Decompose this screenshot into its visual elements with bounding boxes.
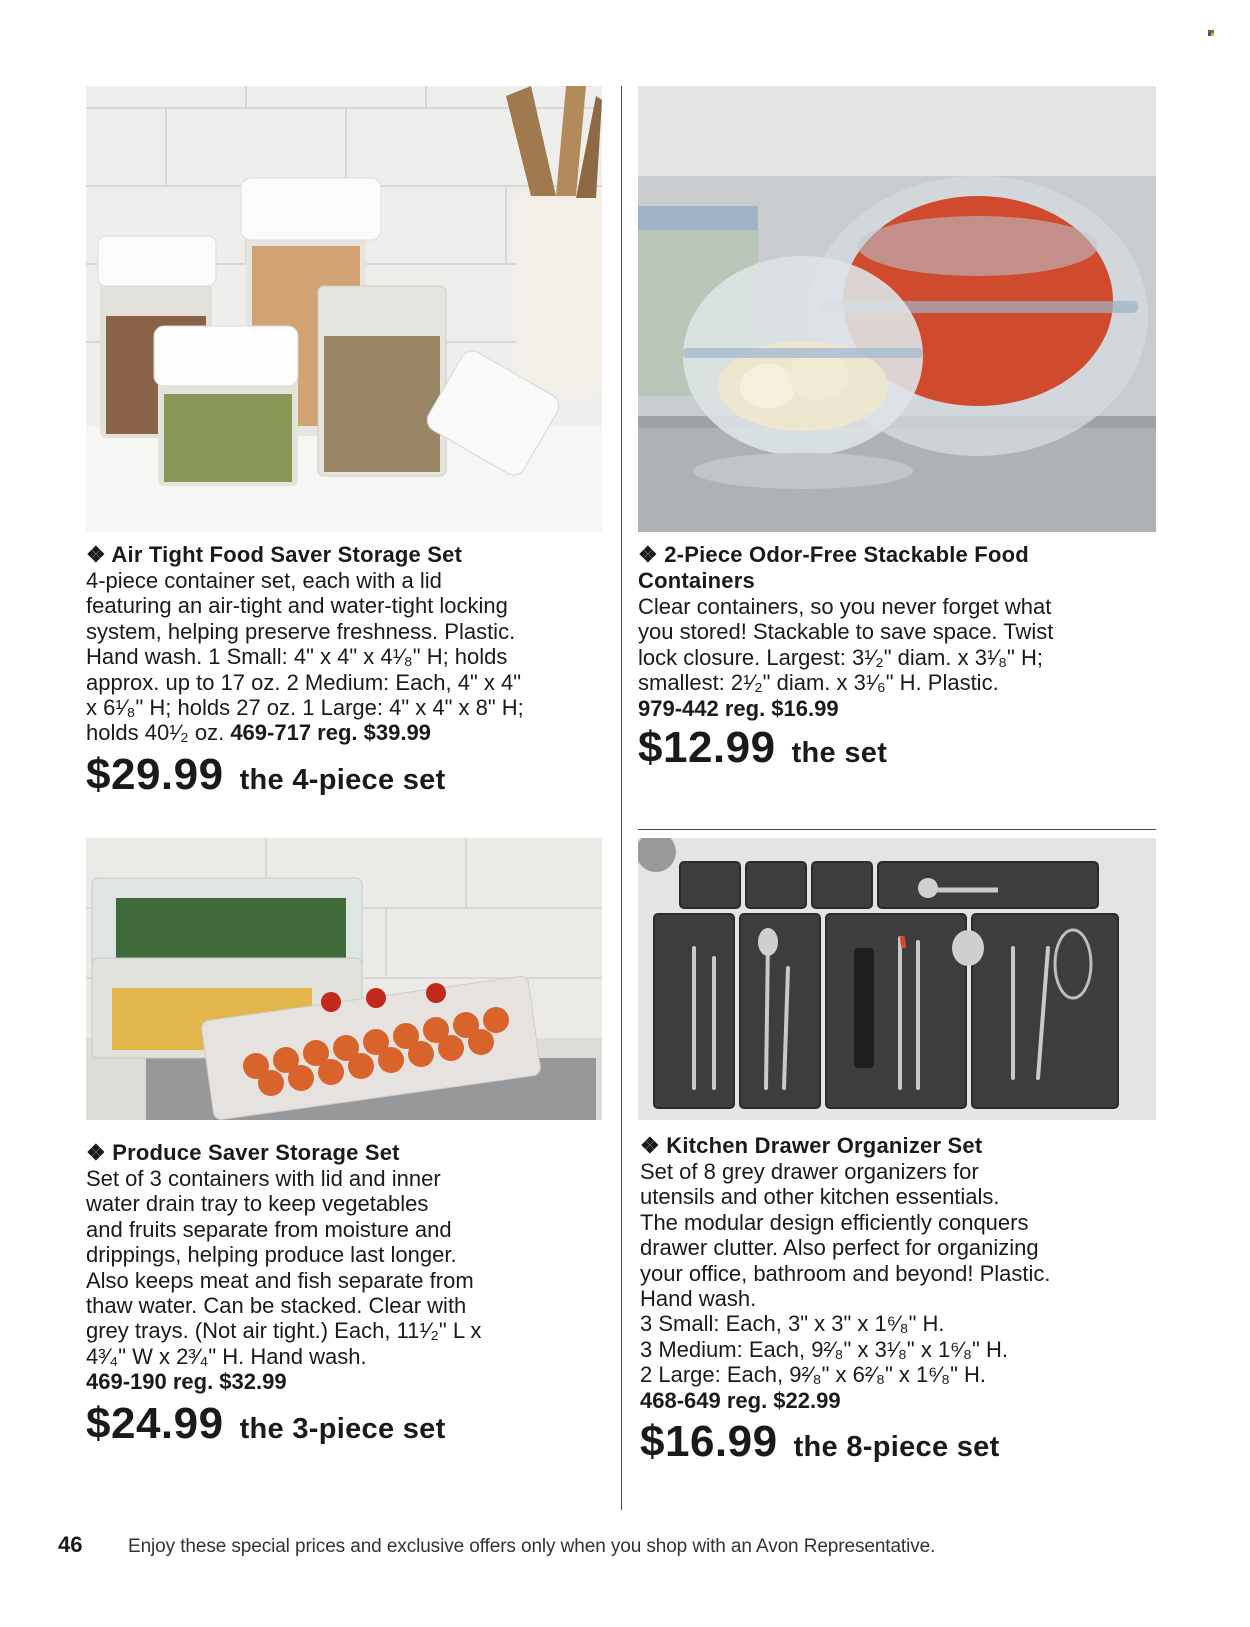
price-row xyxy=(640,1417,1051,1467)
sku-reg-price: 469-190 reg. $32.99 xyxy=(86,1369,287,1395)
price-unit: the 8-piece set xyxy=(793,1431,1000,1464)
sku-reg-price: 469-717 reg. $39.99 xyxy=(230,720,431,746)
product-title: ❖ Kitchen Drawer Organizer Set xyxy=(640,1133,983,1158)
sale-price: $12.99 xyxy=(638,723,776,773)
product-title: ❖ Air Tight Food Saver Storage Set xyxy=(86,542,463,567)
product-title: ❖ Produce Saver Storage Set xyxy=(86,1140,400,1165)
description-line: Set of 8 grey drawer organizers for xyxy=(640,1159,979,1184)
page-footer xyxy=(58,1532,935,1558)
description-line: utensils and other kitchen essentials. xyxy=(640,1184,1000,1210)
description-line: holds 40¹⁄₂ oz. xyxy=(86,720,225,746)
price-row xyxy=(638,723,1053,773)
vertical-divider xyxy=(621,86,622,1510)
footer-disclaimer: Enjoy these special prices and exclusive offers only when you shop with an Avon Representative. xyxy=(128,1536,936,1557)
description-line-with-sku xyxy=(86,720,524,745)
produce-saver-storage-photo xyxy=(86,838,602,1120)
horizontal-divider xyxy=(638,829,1156,830)
description-line: 4³⁄₄" W x 2³⁄₄" H. Hand wash. xyxy=(86,1343,367,1369)
description-line: grey trays. (Not air tight.) Each, 11¹⁄₂" L x xyxy=(86,1318,482,1344)
description-line: Clear containers, so you never forget what xyxy=(638,594,1052,619)
description-line: 4-piece container set, each with a lid xyxy=(86,568,442,593)
sku-reg-price: 979-442 reg. $16.99 xyxy=(638,695,839,721)
description-line: lock closure. Largest: 3¹⁄₂" diam. x 3¹⁄₈" H; xyxy=(638,644,1043,670)
price-unit: the 4-piece set xyxy=(239,763,446,796)
product-description xyxy=(86,568,524,746)
description-line: 3 Medium: Each, 9²⁄₈" x 3¹⁄₈" x 1⁶⁄₈" H. xyxy=(640,1336,1008,1362)
product-title: ❖ 2-Piece Odor-Free Stackable Food xyxy=(638,542,1029,567)
description-line: system, helping preserve freshness. Plastic. xyxy=(86,618,516,644)
product-produce-saver-storage-set xyxy=(86,1140,481,1449)
sale-price: $29.99 xyxy=(86,749,224,799)
price-unit: the 3-piece set xyxy=(239,1412,446,1445)
description-line: water drain tray to keep vegetables xyxy=(86,1191,429,1217)
description-line: x 6¹⁄₈" H; holds 27 oz. 1 Large: 4" x 4" x 8" H; xyxy=(86,695,524,721)
description-line: The modular design efficiently conquers xyxy=(640,1209,1029,1235)
air-tight-storage-set-photo xyxy=(86,86,602,532)
kitchen-drawer-organizer-photo xyxy=(638,838,1156,1120)
description-line: Also keeps meat and fish separate from xyxy=(86,1267,474,1293)
stackable-food-containers-photo xyxy=(638,86,1156,532)
product-description xyxy=(640,1159,1051,1413)
sale-price: $24.99 xyxy=(86,1398,224,1448)
sku-reg-price: 468-649 reg. $22.99 xyxy=(640,1387,841,1413)
product-title-continued: Containers xyxy=(638,568,755,593)
registration-mark-icon xyxy=(1208,30,1214,36)
sale-price: $16.99 xyxy=(640,1417,778,1467)
price-row xyxy=(86,750,524,800)
description-line: thaw water. Can be stacked. Clear with xyxy=(86,1293,467,1319)
description-line: and fruits separate from moisture and xyxy=(86,1216,452,1242)
price-unit: the set xyxy=(791,737,888,770)
description-line: 2 Large: Each, 9²⁄₈" x 6²⁄₈" x 1⁶⁄₈" H. xyxy=(640,1362,986,1388)
description-line: Hand wash. 1 Small: 4" x 4" x 4¹⁄₈" H; holds xyxy=(86,644,508,670)
product-air-tight-storage-set xyxy=(86,542,524,800)
description-line: your office, bathroom and beyond! Plastic. xyxy=(640,1260,1051,1286)
description-line: drawer clutter. Also perfect for organizing xyxy=(640,1235,1039,1261)
description-line: you stored! Stackable to save space. Twist xyxy=(638,619,1054,645)
description-line: drippings, helping produce last longer. xyxy=(86,1242,457,1268)
description-line: Set of 3 containers with lid and inner xyxy=(86,1166,441,1191)
description-line: Hand wash. xyxy=(640,1286,757,1312)
product-kitchen-drawer-organizer-set xyxy=(640,1133,1051,1467)
product-stackable-food-containers xyxy=(638,542,1053,773)
product-description xyxy=(86,1166,481,1395)
description-line: approx. up to 17 oz. 2 Medium: Each, 4" x 4" xyxy=(86,669,522,695)
product-description xyxy=(638,594,1053,721)
description-line: featuring an air-tight and water-tight locking xyxy=(86,593,508,619)
page-number: 46 xyxy=(58,1532,83,1557)
description-line: 3 Small: Each, 3" x 3" x 1⁶⁄₈" H. xyxy=(640,1311,945,1337)
description-line: smallest: 2¹⁄₂" diam. x 3¹⁄₆" H. Plastic. xyxy=(638,670,999,696)
price-row xyxy=(86,1399,481,1449)
